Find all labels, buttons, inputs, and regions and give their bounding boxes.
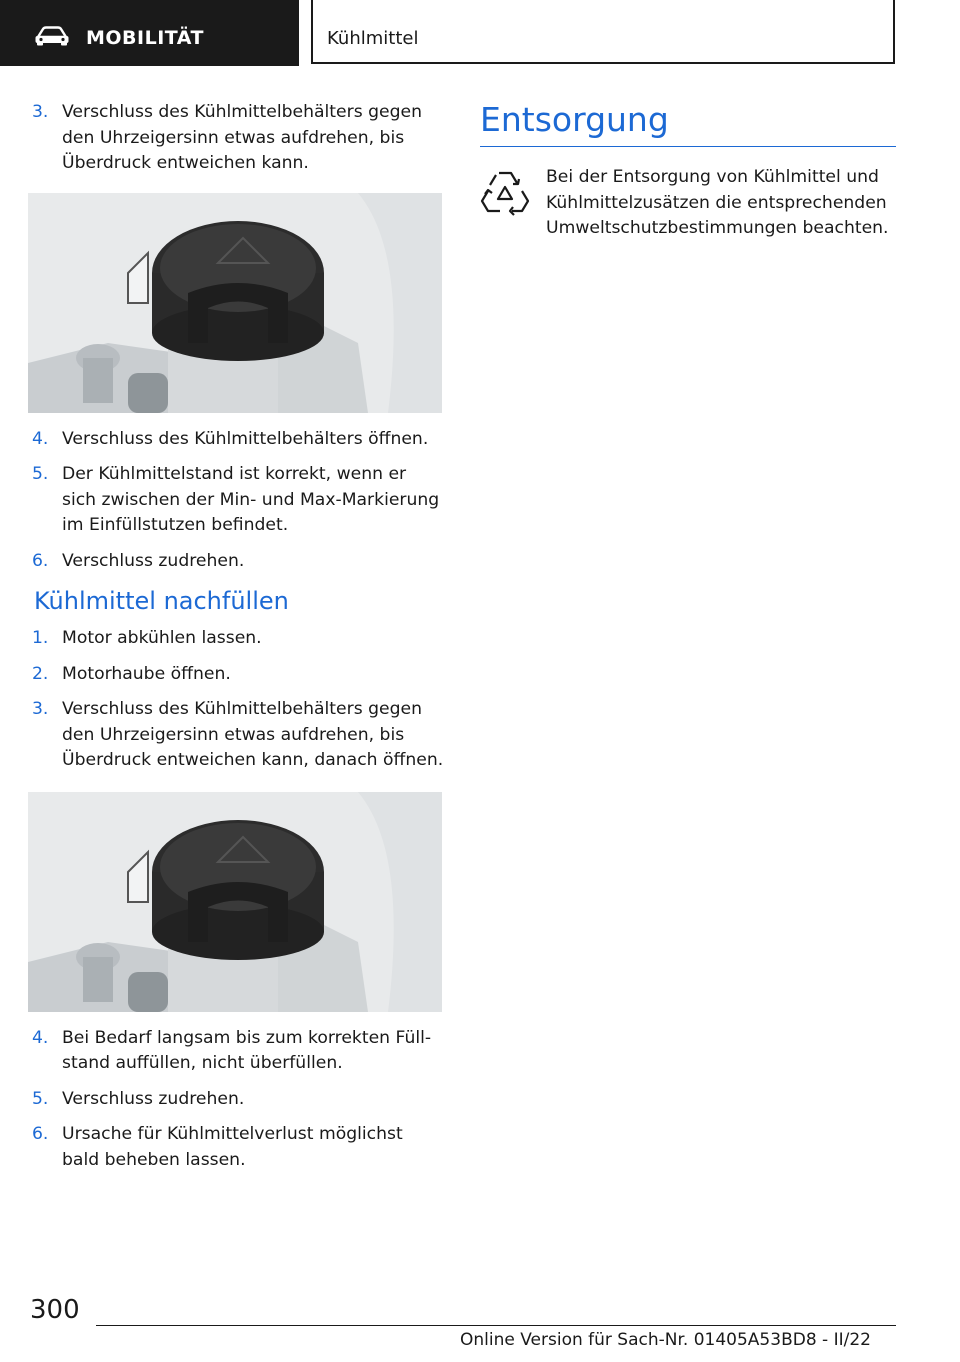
left-column [32, 100, 444, 1183]
right-column [480, 100, 896, 242]
list-item [32, 1087, 444, 1113]
step-text: Der Kühlmittelstand ist korrekt, wenn er sich zwischen der Min- und Max-Markierung im Einfüllstutzen befindet. [62, 464, 440, 535]
page-number: 300 [30, 1295, 80, 1325]
step-text: Verschluss des Kühlmittelbehälters gegen den Uhrzeigersinn etwas aufdrehen, bis Überdruck entweichen kann, danach öffnen. [62, 699, 444, 770]
section-subheading: Kühlmittel nachfüllen [34, 587, 289, 615]
step-text: Verschluss zudrehen. [62, 550, 245, 571]
list-item [32, 462, 444, 539]
topic-tab [311, 0, 895, 64]
step-text: Verschluss des Kühlmittelbehälters öffnen. [62, 428, 429, 449]
step-list-c [32, 626, 444, 774]
step-text: Verschluss des Kühlmittelbehälters gegen den Uhrzeigersinn etwas aufdrehen, bis Überdruck entweichen kann. [62, 102, 422, 173]
step-text: Bei Bedarf langsam bis zum korrekten Füllstand auffüllen, nicht überfüllen. [62, 1027, 432, 1073]
environment-note [480, 165, 896, 242]
coolant-cap-illustration [28, 792, 442, 1012]
list-item [32, 100, 444, 177]
note-text: Bei der Entsorgung von Kühlmittel und Kühlmittelzusätzen die entsprechenden Umweltschutzbestimmungen beachten. [546, 167, 889, 238]
step-number: 4. [32, 1027, 49, 1048]
car-icon [34, 26, 70, 46]
step-number: 3. [32, 699, 49, 719]
step-number: 2. [32, 663, 49, 684]
list-item [32, 662, 444, 688]
step-number: 4. [32, 428, 49, 449]
list-item [32, 1122, 444, 1173]
step-number: 6. [32, 550, 49, 571]
step-number: 1. [32, 628, 49, 648]
step-number: 3. [32, 102, 49, 122]
page-header [0, 0, 960, 66]
footer-divider [96, 1325, 896, 1326]
step-number: 5. [32, 464, 49, 484]
footer-text: Online Version für Sach-Nr. 01405A53BD8 - II/22 [460, 1330, 871, 1350]
step-number: 5. [32, 1088, 49, 1109]
list-item [32, 626, 444, 652]
step-list-a [32, 100, 444, 177]
list-item [32, 549, 444, 575]
step-list-b [32, 427, 444, 575]
list-item [32, 1026, 444, 1077]
section-label: MOBILITÄT [86, 27, 204, 49]
coolant-cap-illustration [28, 193, 442, 413]
step-text: Verschluss zudrehen. [62, 1088, 245, 1109]
recycle-icon [480, 167, 530, 219]
list-item [32, 427, 444, 453]
step-list-d [32, 1026, 444, 1174]
list-item [32, 697, 444, 774]
step-number: 6. [32, 1124, 49, 1144]
topic-label: Kühlmittel [327, 28, 419, 49]
section-tab [0, 0, 299, 66]
step-text: Ursache für Kühlmittelverlust möglichst bald beheben lassen. [62, 1124, 403, 1170]
step-text: Motor abkühlen lassen. [62, 628, 262, 648]
step-text: Motorhaube öffnen. [62, 663, 231, 684]
section-heading: Entsorgung [480, 100, 896, 147]
